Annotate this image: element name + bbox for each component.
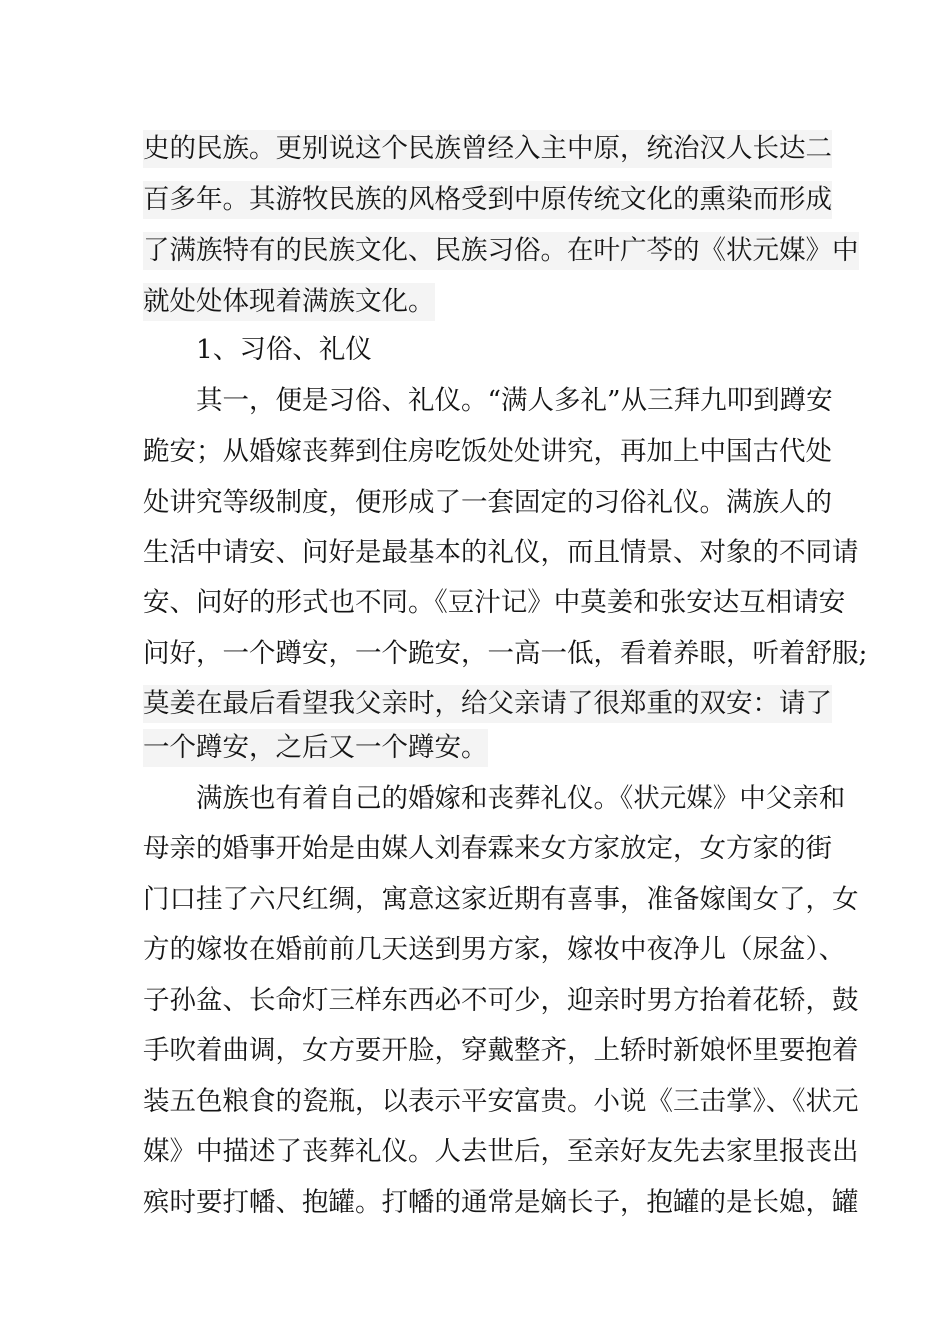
text-line: 满族也有着自己的婚嫁和丧葬礼仪。《状元媒》中父亲和: [196, 783, 846, 814]
text-line: 生活中请安、问好是最基本的礼仪，而且情景、对象的不同请: [143, 537, 859, 568]
text-line: 手吹着曲调，女方要开脸，穿戴整齐，上轿时新娘怀里要抱着: [143, 1035, 859, 1066]
text-line: 莫姜在最后看望我父亲时，给父亲请了很郑重的双安：请了: [143, 685, 832, 723]
text-line: 子孙盆、长命灯三样东西必不可少，迎亲时男方抬着花轿，鼓: [143, 985, 859, 1016]
text-line: 装五色粮食的瓷瓶，以表示平安富贵。小说《三击掌》、《状元: [143, 1086, 859, 1117]
section-heading: 1、习俗、礼仪: [196, 334, 372, 365]
text-line: 就处处体现着满族文化。: [143, 283, 435, 321]
text-line: 其一，便是习俗、礼仪。“满人多礼”从三拜九叩到蹲安: [196, 385, 833, 416]
text-line: 殡时要打幡、抱罐。打幡的通常是嫡长子，抱罐的是长媳，罐: [143, 1187, 859, 1218]
text-line: 方的嫁妆在婚前前几天送到男方家，嫁妆中夜净儿（尿盆）、: [143, 934, 846, 965]
text-line: 史的民族。更别说这个民族曾经入主中原，统治汉人长达二: [143, 130, 832, 168]
text-line: 跪安；从婚嫁丧葬到住房吃饭处处讲究，再加上中国古代处: [143, 436, 832, 467]
text-line: 安、问好的形式也不同。《豆汁记》中莫姜和张安达互相请安: [143, 587, 846, 618]
text-line: 了满族特有的民族文化、民族习俗。在叶广芩的《状元媒》中: [143, 232, 859, 270]
text-line: 一个蹲安，之后又一个蹲安。: [143, 729, 488, 767]
text-line: 处讲究等级制度，便形成了一套固定的习俗礼仪。满族人的: [143, 487, 832, 518]
text-line: 问好，一个蹲安，一个跪安，一高一低，看着养眼，听着舒服;: [143, 638, 868, 669]
text-line: 门口挂了六尺红绸，寓意这家近期有喜事，准备嫁闺女了，女: [143, 884, 859, 915]
text-line: 百多年。其游牧民族的风格受到中原传统文化的熏染而形成: [143, 181, 832, 219]
text-line: 母亲的婚事开始是由媒人刘春霖来女方家放定，女方家的街: [143, 833, 832, 864]
text-line: 媒》中描述了丧葬礼仪。人去世后，至亲好友先去家里报丧出: [143, 1136, 859, 1167]
